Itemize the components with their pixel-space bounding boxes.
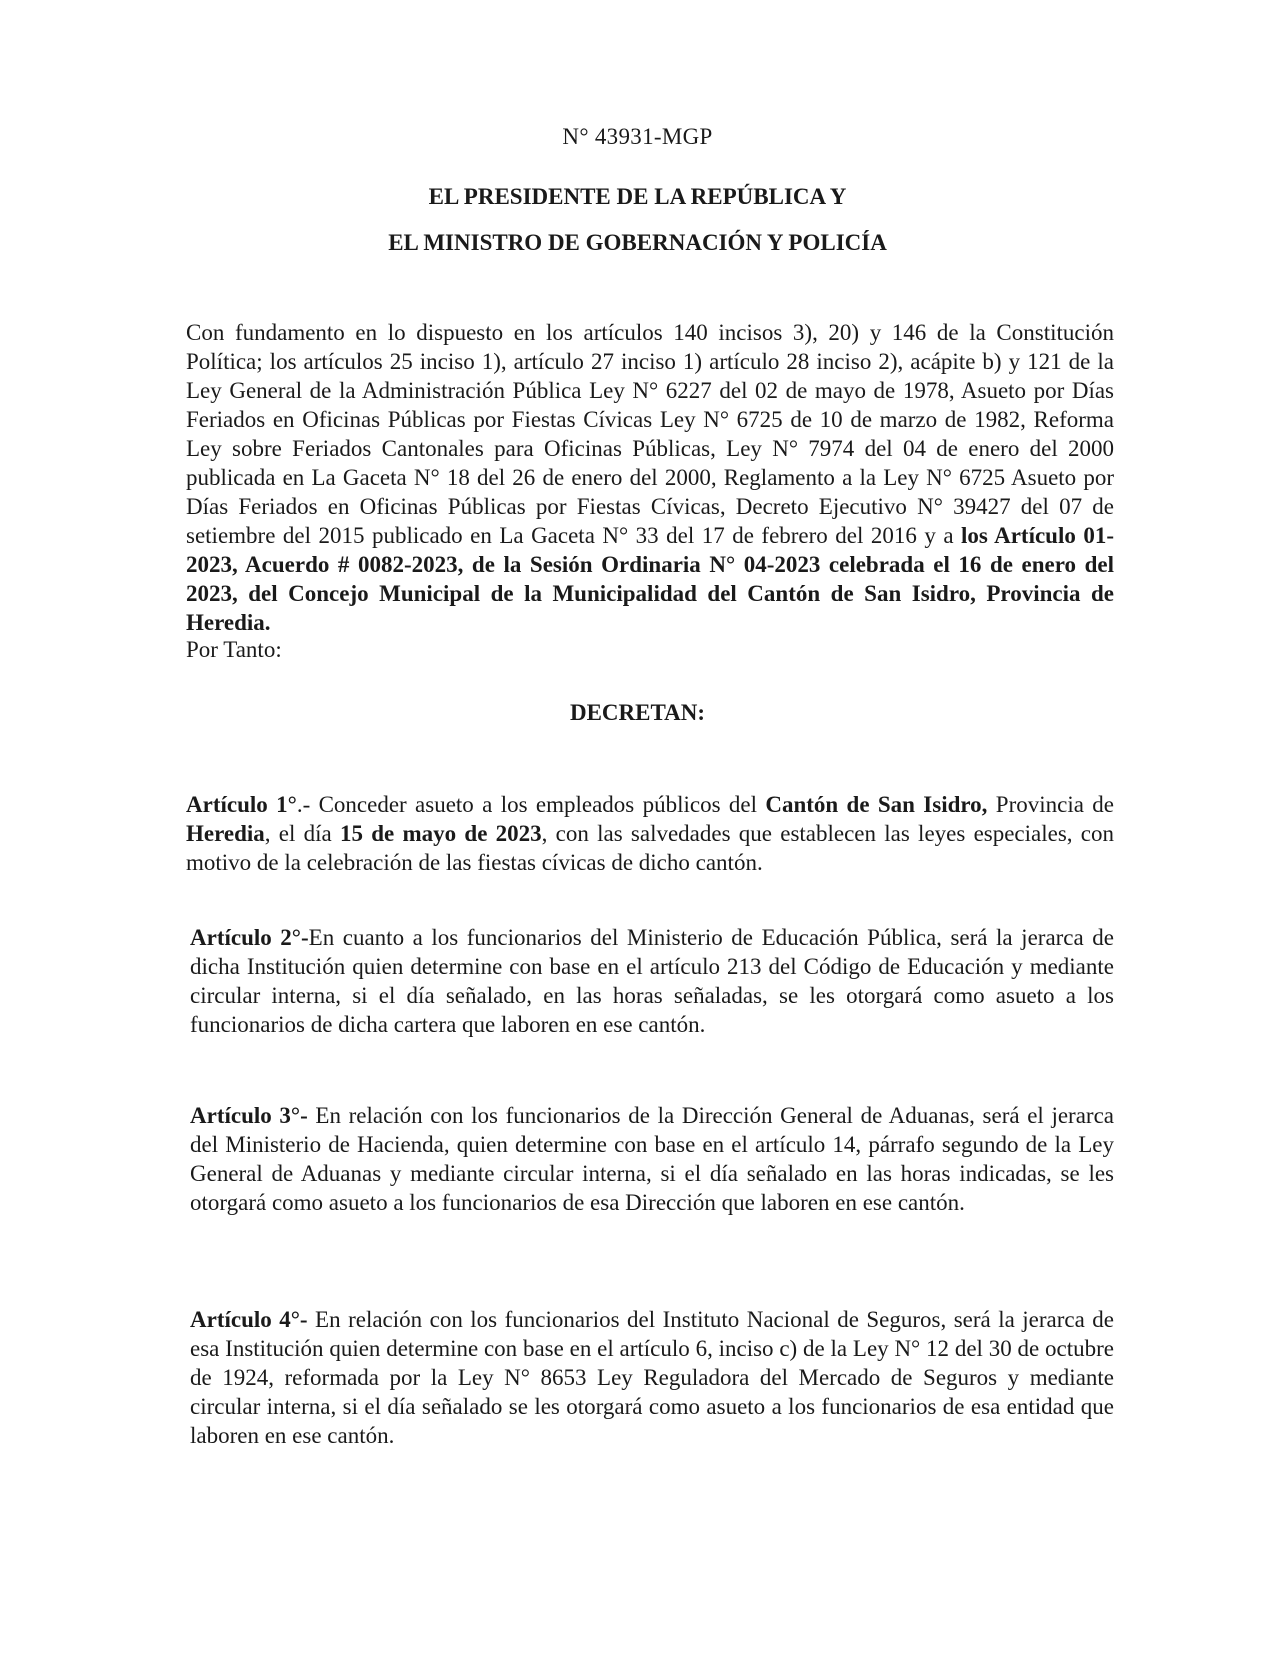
article-1-text-1: .- Conceder asueto a los empleados públicos del [296, 792, 766, 817]
article-4-text: En relación con los funcionarios del Instituto Nacional de Seguros, será la jerarca de esa Institución quien determine con base en el artículo 6, inciso c) de la Ley N° 12 del 30 de octubre de 1924, reformada por la Ley N° 8653 Ley Reguladora del Mercado de Seguros y mediante circular interna, si el día señalado se les otorgará como asueto a los funcionarios de esa entidad que laboren en ese cantón. [190, 1307, 1115, 1448]
article-1-text-2: Provincia de [987, 792, 1114, 817]
intro-bold-text: los Artículo 01-2023, Acuerdo # 0082-2023, de la Sesión Ordinaria N° 04-2023 celebrada el 16 de enero del 2023, del Concejo Municipal de la Municipalidad del Cantón de San Isidro, Provincia de Heredia. [186, 523, 1114, 635]
decree-number: N° 43931-MGP [562, 124, 713, 149]
article-1-bold-3: 15 de mayo de 2023 [340, 821, 542, 846]
decretan-heading: DECRETAN: [569, 700, 706, 725]
article-4 [190, 1305, 1114, 1450]
article-1-text-4: , con las salvedades que establecen las leyes especiales, con motivo de la celebración de las fiestas cívicas de dicho cantón. [186, 821, 1114, 875]
article-2 [190, 923, 1114, 1039]
heading-president: EL PRESIDENTE DE LA REPÚBLICA Y [428, 184, 847, 209]
article-3-label: Artículo 3°- [190, 1103, 308, 1128]
article-1-bold-1: Cantón de San Isidro, [765, 792, 988, 817]
article-3 [190, 1101, 1114, 1217]
article-2-text: En cuanto a los funcionarios del Ministerio de Educación Pública, será la jerarca de dicha Institución quien determine con base en el artículo 213 del Código de Educación y mediante circular interna, si el día señalado, en las horas señaladas, se les otorgará como asueto a los funcionarios de dicha cartera que laboren en ese cantón. [190, 925, 1114, 1037]
article-1-bold-2: Heredia [186, 821, 265, 846]
intro-text: Con fundamento en lo dispuesto en los artículos 140 incisos 3), 20) y 146 de la Constitución Política; los artículos 25 inciso 1), artículo 27 inciso 1) artículo 28 inciso 2), acápite b) y 121 de la Ley General de la Administración Pública Ley N° 6227 del 02 de mayo de 1978, Asueto por Días Feriados en Oficinas Públicas por Fiestas Cívicas Ley N° 6725 de 10 de marzo de 1982, Reforma Ley sobre Feriados Cantonales para Oficinas Públicas, Ley N° 7974 del 04 de enero del 2000 publicada en La Gaceta N° 18 del 26 de enero del 2000, Reglamento a la Ley N° 6725 Asueto por Días Feriados en Oficinas Públicas por Fiestas Cívicas, Decreto Ejecutivo N° 39427 del 07 de setiembre del 2015 publicado en La Gaceta N° 33 del 17 de febrero del 2016 y a [186, 320, 1114, 548]
heading-minister: EL MINISTRO DE GOBERNACIÓN Y POLICÍA [388, 230, 887, 255]
intro-paragraph [186, 318, 1114, 637]
article-1-text-3: , el día [264, 821, 340, 846]
article-3-text: En relación con los funcionarios de la Dirección General de Aduanas, será el jerarca del Ministerio de Hacienda, quien determine con base en el artículo 14, párrafo segundo de la Ley General de Aduanas y mediante circular interna, si el día señalado en las horas indicadas, se les otorgará como asueto a los funcionarios de esa Dirección que laboren en ese cantón. [190, 1103, 1114, 1215]
article-1-label: Artículo 1° [186, 792, 297, 817]
por-tanto: Por Tanto: [186, 637, 282, 662]
article-2-label: Artículo 2°- [190, 925, 309, 950]
article-4-label: Artículo 4°- [190, 1307, 308, 1332]
article-1 [186, 790, 1114, 877]
